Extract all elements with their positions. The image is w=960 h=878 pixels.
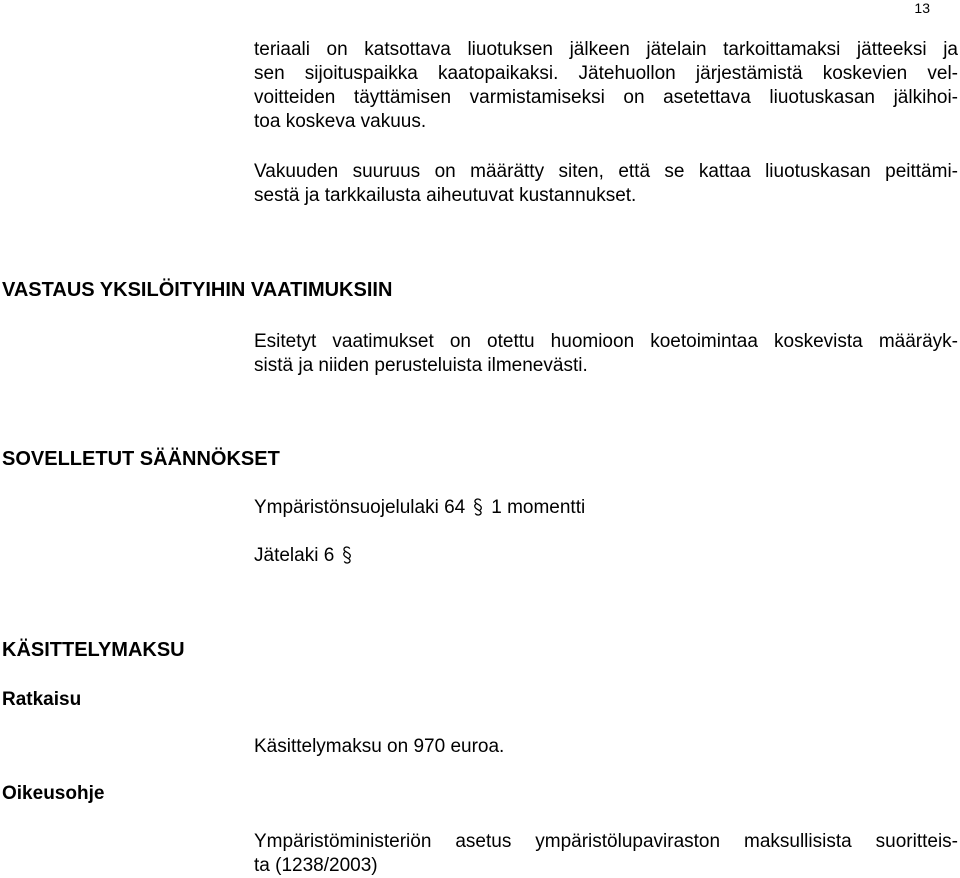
text-line: sestä ja tarkkailusta aiheutuvat kustannukset. <box>254 185 637 206</box>
section-sign-icon <box>471 497 485 517</box>
text-line <box>254 544 958 568</box>
subheading-ratkaisu: Ratkaisu <box>2 689 82 710</box>
intro-paragraph-1 <box>254 38 958 134</box>
law-section: 1 momentti <box>491 497 586 518</box>
section-heading-vastaus: VASTAUS YKSILÖITYIHIN VAATIMUKSIIN <box>2 279 393 301</box>
intro-paragraph-2 <box>254 160 958 208</box>
text-line <box>254 496 958 520</box>
ratkaisu-paragraph <box>254 735 958 759</box>
law-reference-2 <box>254 544 958 568</box>
text-line: Esitetyt vaatimukset on otettu huomioon koetoimintaa koskevista määräyk- <box>254 331 958 352</box>
text-line: ta (1238/2003) <box>254 855 378 876</box>
law-name: Ympäristönsuojelulaki 64 <box>254 497 466 518</box>
subheading-oikeusohje: Oikeusohje <box>2 783 105 804</box>
section-sign-icon <box>340 545 354 565</box>
text-line: sistä ja niiden perusteluista ilmenevästi. <box>254 355 588 376</box>
vastaus-paragraph <box>254 330 958 378</box>
text-line: toa koskeva vakuus. <box>254 111 427 132</box>
law-reference-1 <box>254 496 958 520</box>
text-line: Ympäristöministeriön asetus ympäristölupaviraston maksullisista suoritteis- <box>254 831 958 852</box>
section-heading-kasittelymaksu: KÄSITTELYMAKSU <box>2 639 185 661</box>
law-name: Jätelaki 6 <box>254 545 335 566</box>
page-number: 13 <box>914 0 930 16</box>
oikeusohje-paragraph <box>254 830 958 878</box>
text-line: Vakuuden suuruus on määrätty siten, että se kattaa liuotuskasan peittämi- <box>254 161 958 182</box>
text-line: voitteiden täyttämisen varmistamiseksi on asetettava liuotuskasan jälkihoi- <box>254 87 958 108</box>
text-line: teriaali on katsottava liuotuksen jälkeen jätelain tarkoittamaksi jätteeksi ja <box>254 39 958 60</box>
section-heading-sovelletut: SOVELLETUT SÄÄNNÖKSET <box>2 448 280 470</box>
text-line: Käsittelymaksu on 970 euroa. <box>254 736 505 757</box>
text-line: sen sijoituspaikka kaatopaikaksi. Jätehuollon järjestämistä koskevien vel- <box>254 63 958 84</box>
